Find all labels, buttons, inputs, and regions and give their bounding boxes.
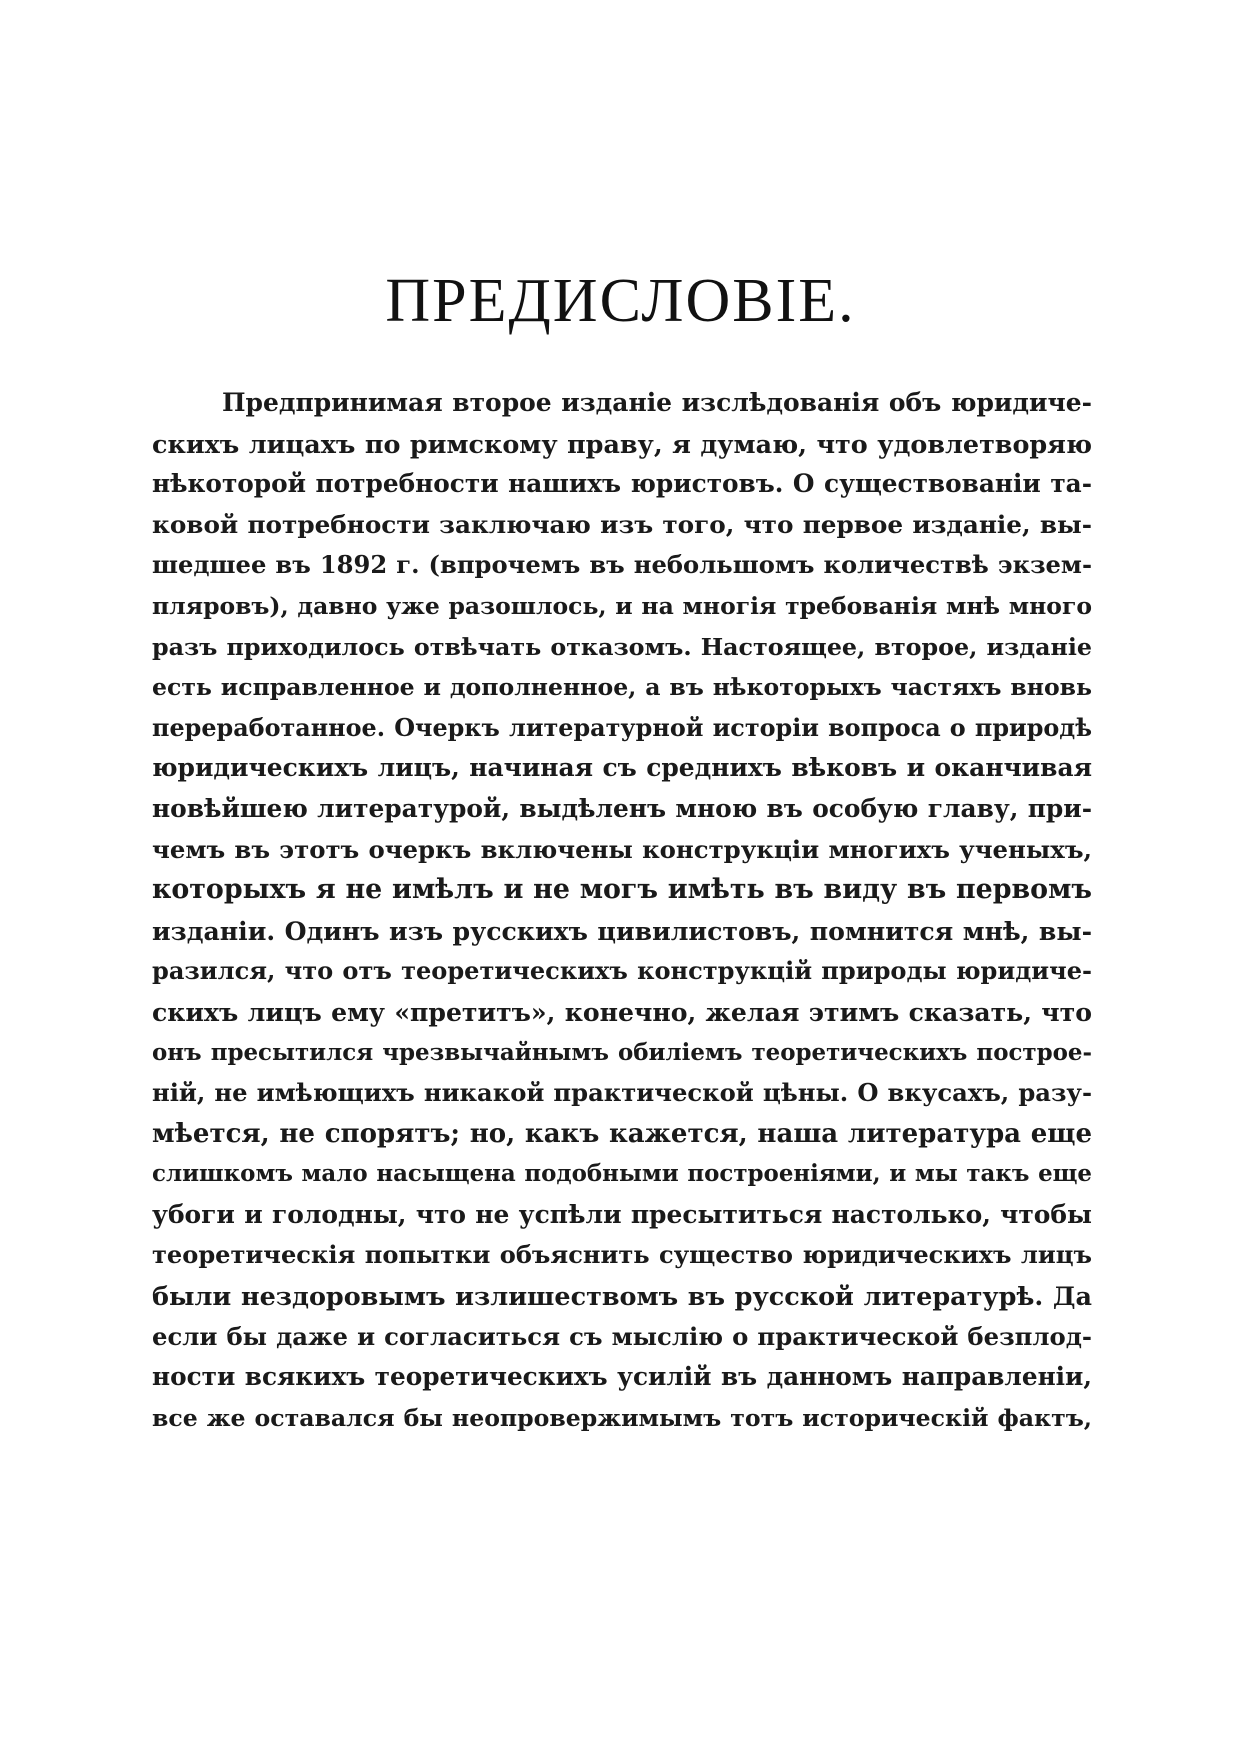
text-line: ковой потребности заключаю изъ того, что первое изданіе, вы-	[152, 509, 1092, 539]
text-line: если бы даже и согласиться съ мыслію о практической безплод-	[152, 1321, 1092, 1351]
text-line: разился, что отъ теоретическихъ конструкцій природы юридиче-	[152, 956, 1092, 986]
text-line: пляровъ), давно уже разошлось, и на многія требованія мнѣ много	[152, 591, 1092, 620]
text-line: новѣйшею литературой, выдѣленъ мною въ особую главу, при-	[152, 793, 1092, 823]
text-line: шедшее въ 1892 г. (впрочемъ въ небольшомъ количествѣ экзем-	[152, 550, 1092, 580]
text-line: ній, не имѣющихъ никакой практической цѣны. О вкусахъ, разу-	[152, 1078, 1092, 1108]
text-line: убоги и голодны, что не успѣли пресытиться настолько, чтобы	[152, 1199, 1092, 1229]
text-line: изданіи. Одинъ изъ русскихъ цивилистовъ, помнится мнѣ, вы-	[152, 915, 1092, 946]
text-line: мѣется, не спорятъ; но, какъ кажется, наша литература еще	[152, 1118, 1092, 1149]
text-line: теоретическія попытки объяснить существо юридическихъ лицъ	[152, 1240, 1092, 1270]
text-line: все же оставался бы неопровержимымъ тотъ историческій фактъ,	[152, 1403, 1092, 1432]
text-line: ности всякихъ теоретическихъ усилій въ данномъ направленіи,	[152, 1362, 1092, 1392]
text-line: Предпринимая второе изданіе изслѣдованія объ юридиче-	[222, 388, 1092, 417]
text-line: скихъ лицъ ему «претитъ», конечно, желая этимъ сказать, что	[152, 996, 1092, 1027]
text-line: которыхъ я не имѣлъ и не могъ имѣть въ виду въ первомъ	[152, 874, 1092, 906]
text-line: онъ пресытился чрезвычайнымъ обиліемъ теоретическихъ построе-	[152, 1038, 1092, 1066]
text-line: скихъ лицахъ по римскому праву, я думаю, что удовлетворяю	[152, 428, 1092, 459]
text-line: были нездоровымъ излишествомъ въ русской литературѣ. Да	[152, 1281, 1092, 1312]
text-line: переработанное. Очеркъ литературной исторіи вопроса о природѣ	[152, 713, 1092, 742]
text-line: юридическихъ лицъ, начиная съ среднихъ вѣковъ и оканчивая	[152, 753, 1092, 783]
text-line: разъ приходилось отвѣчать отказомъ. Настоящее, второе, изданіе	[152, 632, 1092, 661]
page-title: ПРЕДИСЛОВІЕ.	[385, 267, 856, 335]
text-line: нѣкоторой потребности нашихъ юристовъ. О существованіи та-	[152, 469, 1092, 499]
text-line: есть исправленное и дополненное, а въ нѣкоторыхъ частяхъ вновь	[152, 673, 1092, 702]
preface-paragraph	[152, 383, 1092, 1438]
text-line: слишкомъ мало насыщена подобными построеніями, и мы такъ еще	[152, 1160, 1092, 1188]
text-line: чемъ въ этотъ очеркъ включены конструкціи многихъ ученыхъ,	[152, 834, 1092, 864]
